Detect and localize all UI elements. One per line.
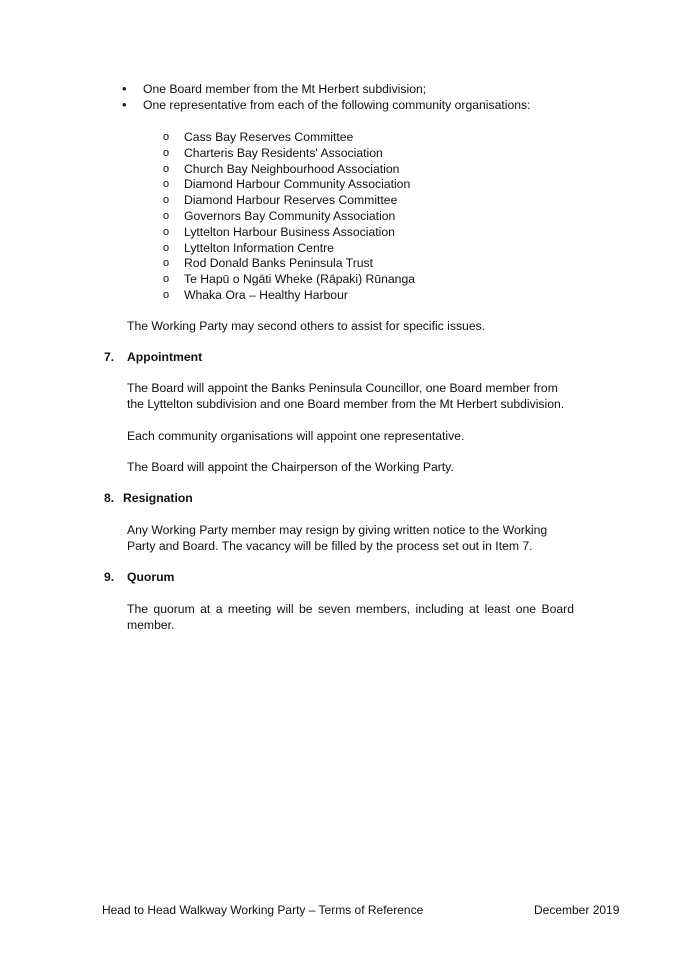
list-item: o Lyttelton Harbour Business Association xyxy=(163,224,415,240)
list-item: o Governors Bay Community Association xyxy=(163,208,415,224)
footer-date: December 2019 xyxy=(534,903,620,917)
list-item: • One representative from each of the following community organisations: xyxy=(122,97,602,113)
appointment-paragraph: The Board will appoint the Chairperson of the Working Party. xyxy=(127,460,454,474)
list-item: o Charteris Bay Residents' Association xyxy=(163,145,415,161)
appointment-paragraph: The Board will appoint the Banks Peninsula Councillor, one Board member from the Lyttelton subdivision and one Board member from the Mt Herbert subdivision. xyxy=(127,381,565,411)
list-item: o Church Bay Neighbourhood Association xyxy=(163,161,415,177)
section-title: Resignation xyxy=(123,491,193,505)
list-item: o Diamond Harbour Reserves Committee xyxy=(163,192,415,208)
list-item: o Whaka Ora – Healthy Harbour xyxy=(163,287,415,303)
section-title: Quorum xyxy=(127,570,175,584)
list-item: o Te Hapū o Ngāti Wheke (Rāpaki) Rūnanga xyxy=(163,271,415,287)
quorum-paragraph: The quorum at a meeting will be seven members, including at least one Board member. xyxy=(127,602,574,632)
footer-document-title: Head to Head Walkway Working Party – Terms of Reference xyxy=(102,903,424,917)
section-number: 9. xyxy=(104,570,115,584)
organisations-list xyxy=(163,129,415,303)
section-number: 7. xyxy=(104,350,115,364)
section-number: 8. xyxy=(104,491,115,505)
list-item: o Diamond Harbour Community Association xyxy=(163,176,415,192)
working-party-note: The Working Party may second others to assist for specific issues. xyxy=(127,319,486,333)
section-title: Appointment xyxy=(127,350,203,364)
list-item: o Cass Bay Reserves Committee xyxy=(163,129,415,145)
list-item: • One Board member from the Mt Herbert subdivision; xyxy=(122,81,602,97)
membership-bullet-list xyxy=(122,81,602,113)
resignation-paragraph: Any Working Party member may resign by giving written notice to the Working Party and Board. The vacancy will be filled by the process set out in Item 7. xyxy=(127,523,548,553)
appointment-paragraph: Each community organisations will appoint one representative. xyxy=(127,429,465,443)
list-item: o Rod Donald Banks Peninsula Trust xyxy=(163,255,415,271)
list-item: o Lyttelton Information Centre xyxy=(163,240,415,256)
